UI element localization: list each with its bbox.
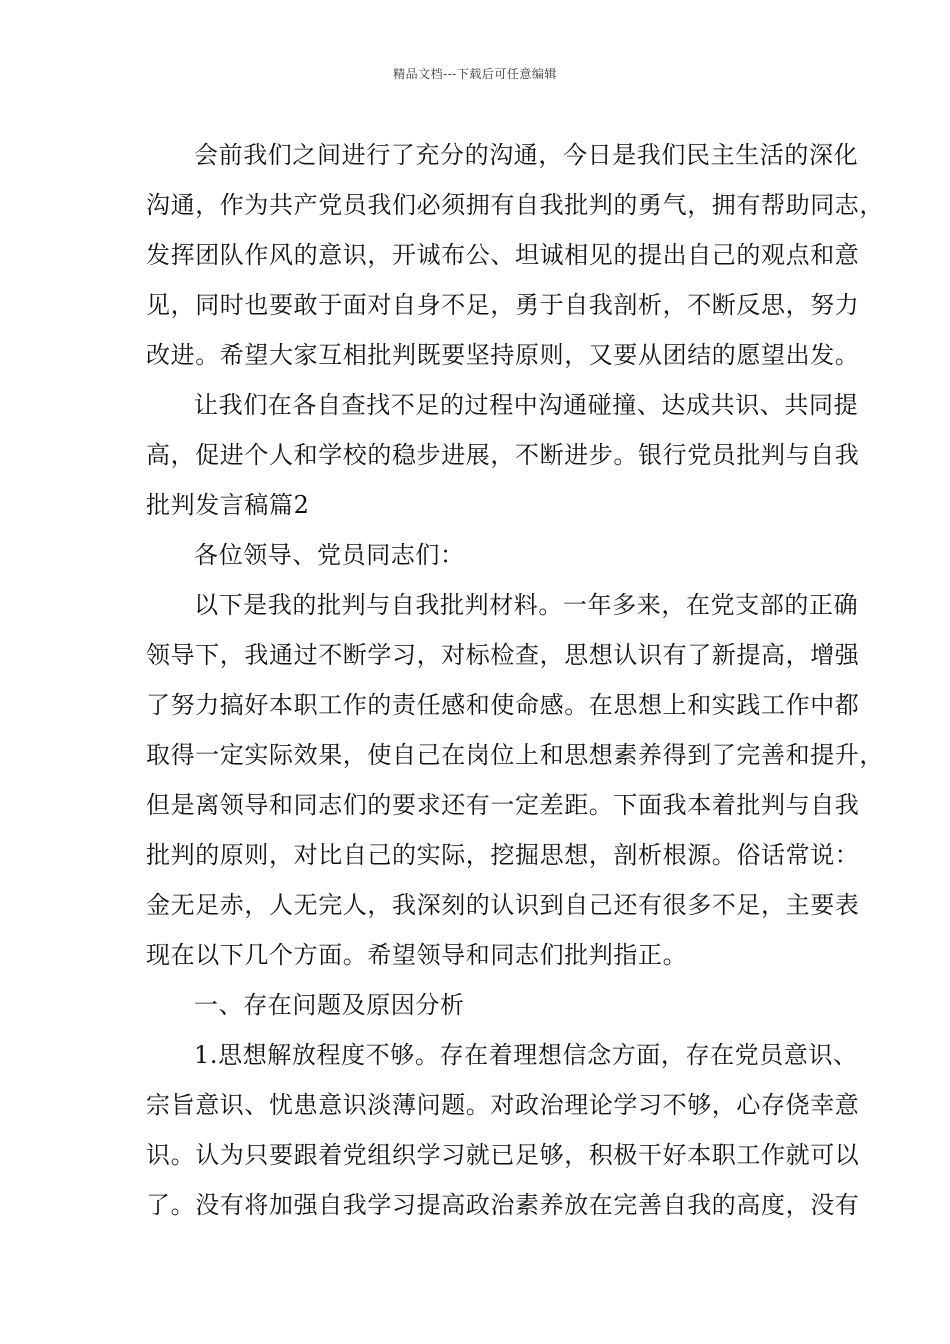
text-line: 沟通，作为共产党员我们必须拥有自我批判的勇气，拥有帮助同志， xyxy=(146,191,884,219)
text-line: 批判发言稿篇2 xyxy=(146,491,310,519)
text-line: 取得一定实际效果，使自己在岗位上和思想素养得到了完善和提升， xyxy=(146,741,884,769)
text-line: 让我们在各自查找不足的过程中沟通碰撞、达成共识、共同提 xyxy=(194,391,859,419)
text-line: 金无足赤，人无完人，我深刻的认识到自己还有很多不足，主要表 xyxy=(146,891,860,919)
text-line: 各位领导、党员同志们： xyxy=(194,541,465,569)
text-line: 一、存在问题及原因分析 xyxy=(194,991,465,1019)
salutation xyxy=(146,530,818,580)
text-line: 识。认为只要跟着党组织学习就已足够，积极干好本职工作就可以 xyxy=(146,1141,860,1169)
section-heading xyxy=(146,980,818,1030)
page-header: 精品文档---下载后可任意编辑 xyxy=(393,67,557,81)
text-line: 现在以下几个方面。希望领导和同志们批判指正。 xyxy=(146,941,688,969)
paragraph xyxy=(146,580,884,980)
text-line: 但是离领导和同志们的要求还有一定差距。下面我本着批判与自我 xyxy=(146,791,860,819)
text-line: 1.思想解放程度不够。存在着理想信念方面，存在党员意识、 xyxy=(194,1041,858,1069)
text-line: 发挥团队作风的意识，开诚布公、坦诚相见的提出自己的观点和意 xyxy=(146,241,860,269)
text-line: 以下是我的批判与自我批判材料。一年多来，在党支部的正确 xyxy=(194,591,859,619)
text-line: 高，促进个人和学校的稳步进展，不断进步。银行党员批判与自我 xyxy=(146,441,860,469)
text-line: 会前我们之间进行了充分的沟通，今日是我们民主生活的深化 xyxy=(194,141,859,169)
document-body xyxy=(146,130,884,1230)
text-line: 见，同时也要敢于面对自身不足，勇于自我剖析，不断反思，努力 xyxy=(146,291,860,319)
paragraph xyxy=(146,1030,860,1230)
text-line: 改进。希望大家互相批判既要坚持原则，又要从团结的愿望出发。 xyxy=(146,341,860,369)
paragraph xyxy=(146,130,884,380)
paragraph xyxy=(146,380,860,530)
text-line: 批判的原则，对比自己的实际，挖掘思想，剖析根源。俗话常说： xyxy=(146,841,860,869)
text-line: 宗旨意识、忧患意识淡薄问题。对政治理论学习不够，心存侥幸意 xyxy=(146,1091,860,1119)
text-line: 了努力搞好本职工作的责任感和使命感。在思想上和实践工作中都 xyxy=(146,691,860,719)
text-line: 了。没有将加强自我学习提高政治素养放在完善自我的高度，没有 xyxy=(146,1191,860,1219)
text-line: 领导下，我通过不断学习，对标检查，思想认识有了新提高，增强 xyxy=(146,641,860,669)
